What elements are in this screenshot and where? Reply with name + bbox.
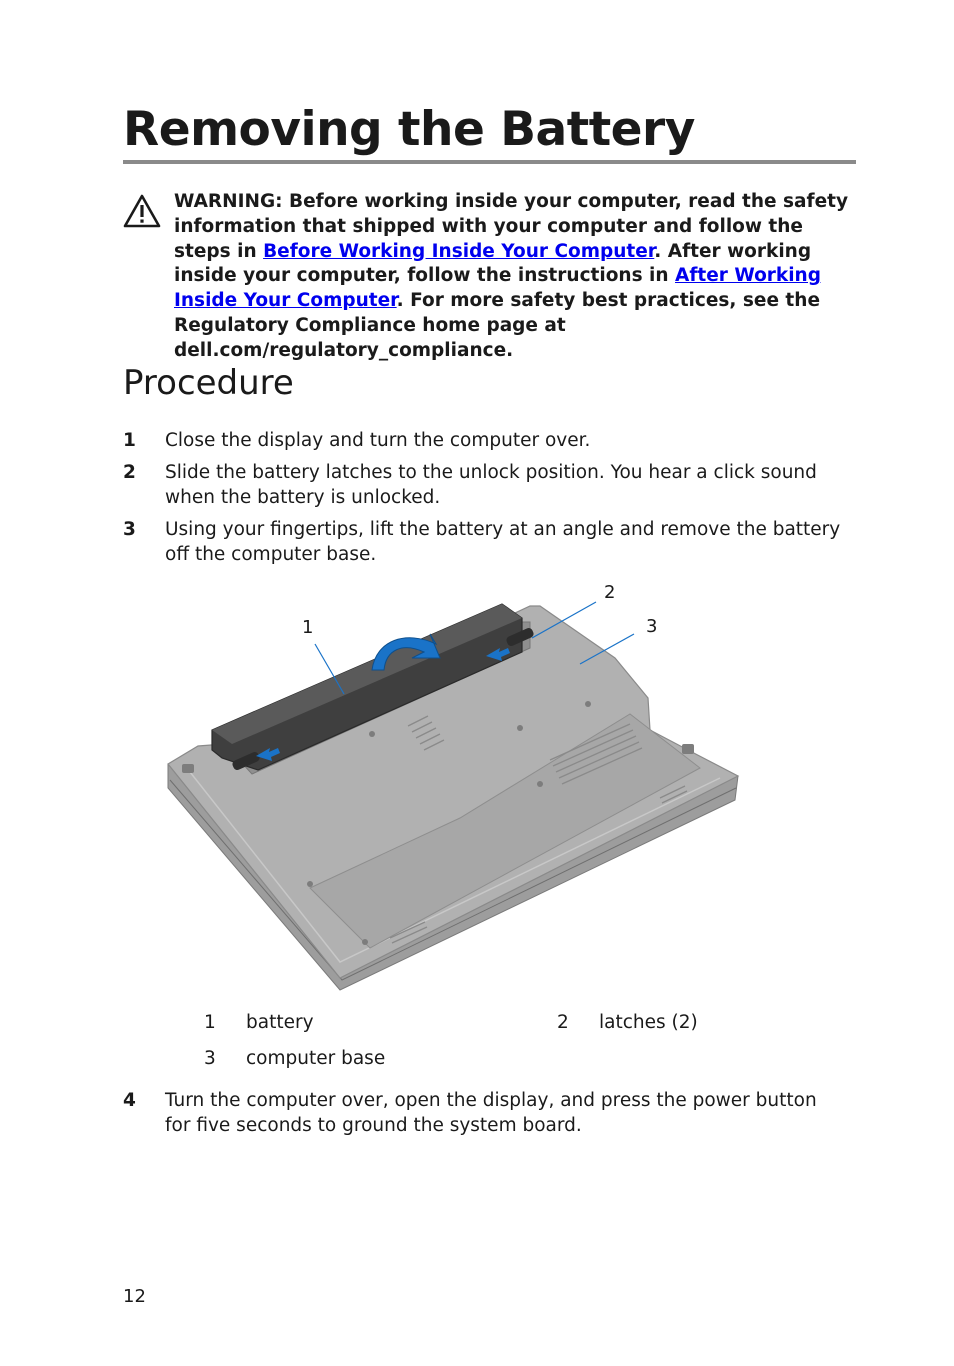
step-number: 4: [123, 1090, 136, 1111]
page-title: Removing the Battery: [123, 102, 695, 157]
callout-label: 1: [302, 617, 314, 638]
legend-label: battery: [246, 1012, 314, 1033]
step-text: Turn the computer over, open the display, and press the power button for five seconds to ground the system board.: [165, 1090, 817, 1136]
before-working-link[interactable]: Before Working Inside Your Computer: [263, 240, 655, 262]
step-text: Slide the battery latches to the unlock position. You hear a click sound when the battery is unlocked.: [165, 462, 817, 508]
step-number: 2: [123, 462, 136, 483]
title-rule: [123, 160, 856, 164]
warning-triangle-icon: [123, 194, 161, 228]
step-text: Close the display and turn the computer over.: [165, 430, 591, 451]
battery-removal-illustration: [160, 578, 760, 998]
section-title: Procedure: [123, 363, 294, 403]
legend-label: computer base: [246, 1048, 386, 1069]
legend-number: 1: [204, 1012, 216, 1033]
warning-message: [174, 190, 854, 364]
warning-text-part: WARNING: Before working inside your computer, read the safety information that shipped with your computer and follow the steps in: [174, 191, 849, 262]
warning-text-part: . After working inside your computer, follow the instructions in: [174, 240, 812, 287]
callout-label: 3: [646, 616, 658, 637]
after-working-link[interactable]: After Working Inside Your Computer: [174, 265, 821, 312]
step-number: 3: [123, 519, 136, 540]
callout-label: 2: [604, 582, 616, 603]
legend-number: 2: [557, 1012, 569, 1033]
legend-label: latches (2): [599, 1012, 698, 1033]
legend-number: 3: [204, 1048, 216, 1069]
warning-text-part: . For more safety best practices, see the Regulatory Compliance home page at dell.com/regulatory_compliance.: [174, 290, 820, 361]
step-number: 1: [123, 430, 136, 451]
step-text: Using your fingertips, lift the battery at an angle and remove the battery off the computer base.: [165, 519, 841, 565]
page-number: 12: [123, 1286, 146, 1307]
